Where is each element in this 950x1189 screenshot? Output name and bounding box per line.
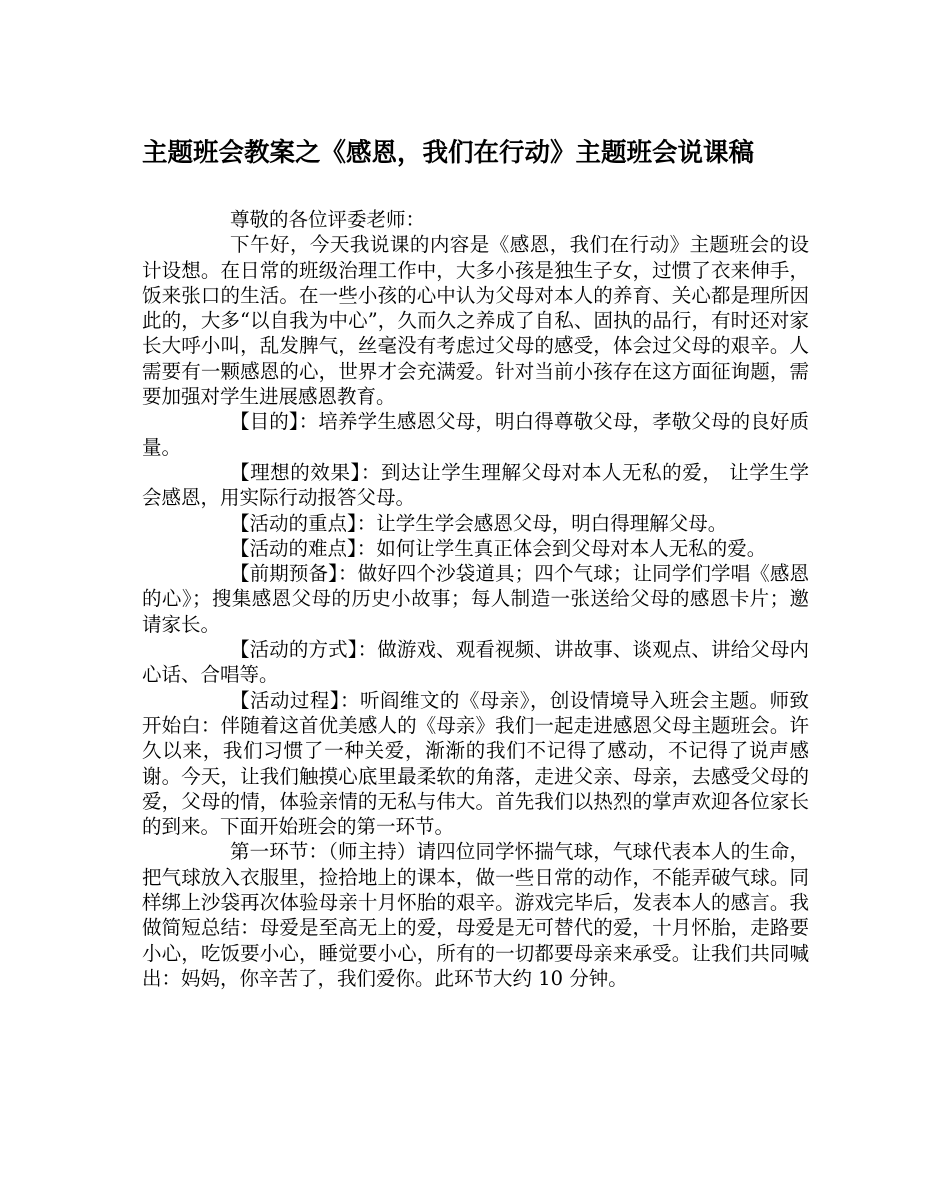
expected-effect-paragraph: 【理想的效果】：到达让学生理解父母对本人无私的爱， 让学生学会感恩，用实际行动报答父母。 — [142, 460, 809, 510]
method-paragraph: 【活动的方式】：做游戏、观看视频、讲故事、谈观点、讲给父母内心话、合唱等。 — [142, 638, 809, 687]
intro-paragraph: 下午好，今天我说课的内容是《感恩，我们在行动》主题班会的设计设想。在日常的班级治理工作中，大多小孩是独生子女，过惯了衣来伸手，饭来张口的生活。在一些小孩的心中认为父母对本人的养育、关心都是理所因此的，大多“以自我为中心”，久而久之养成了自私、固执的品行，有时还对家长大呼小叫，乱发脾气，丝毫没有考虑过父母的感受，体会过父母的艰辛。人需要有一颗感恩的心，世界才会充满爱。针对当前小孩存在这方面征询题，需要加强对学生进展感恩教育。 — [142, 233, 809, 409]
first-stage-paragraph: 第一环节：（师主持）请四位同学怀揣气球，气球代表本人的生命，把气球放入衣服里，捡拾地上的课本，做一些日常的动作，不能弄破气球。同样绑上沙袋再次体验母亲十月怀胎的艰辛。游戏完毕后，发表本人的感言。我做简短总结：母爱是至高无上的爱，母爱是无可替代的爱，十月怀胎，走路要小心，吃饭要小心，睡觉要小心，所有的一切都要母亲来承受。让我们共同喊出：妈妈，你辛苦了，我们爱你。此环节大约 10 分钟。 — [142, 840, 809, 990]
goal-paragraph: 【目的】：培养学生感恩父母，明白得尊敬父母，孝敬父母的良好质量。 — [142, 410, 809, 459]
document-title: 主题班会教案之《感恩，我们在行动》主题班会说课稿 — [142, 138, 755, 168]
difficulty-paragraph: 【活动的难点】：如何让学生真正体会到父母对本人无私的爱。 — [230, 536, 767, 560]
document-body — [142, 207, 809, 991]
key-point-paragraph: 【活动的重点】：让学生学会感恩父母，明白得理解父母。 — [230, 511, 728, 535]
preparation-paragraph: 【前期预备】：做好四个沙袋道具；四个气球；让同学们学唱《感恩的心》；搜集感恩父母的历史小故事；每人制造一张送给父母的感恩卡片；邀请家长。 — [142, 562, 809, 636]
greeting-paragraph: 尊敬的各位评委老师： — [230, 208, 426, 231]
process-paragraph: 【活动过程】：听阎维文的《母亲》，创设情境导入班会主题。师致开始白：伴随着这首优美感人的《母亲》我们一起走进感恩父母主题班会。许久以来，我们习惯了一种关爱，渐渐的我们不记得了感动，不记得了说声感谢。今天，让我们触摸心底里最柔软的角落，走进父亲、母亲，去感受父母的爱，父母的情，体验亲情的无私与伟大。首先我们以热烈的掌声欢迎各位家长的到来。下面开始班会的第一环节。 — [142, 688, 809, 839]
